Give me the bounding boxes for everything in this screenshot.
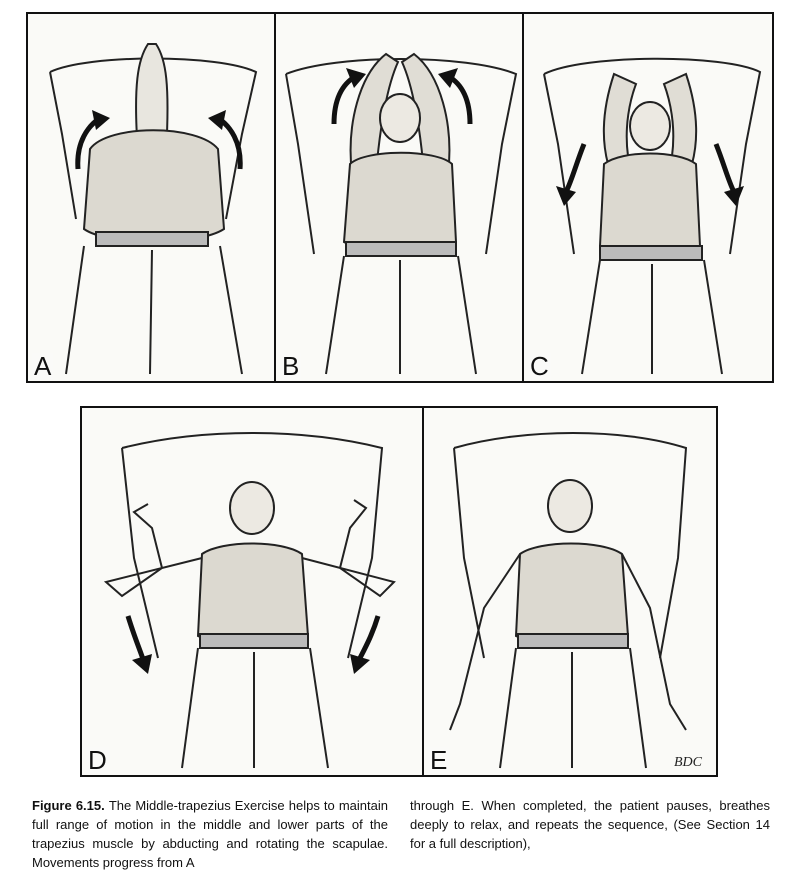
panel-d: [80, 406, 426, 777]
illustration-a: [28, 14, 276, 381]
panel-b: [274, 12, 526, 383]
illustration-b: [276, 14, 524, 381]
figure-label: Figure 6.15.: [32, 798, 105, 813]
panel-label-e: E: [430, 745, 448, 775]
panel-label-b: B: [282, 351, 300, 381]
panel-label-c: C: [530, 351, 549, 381]
illustration-c: [524, 14, 772, 381]
caption-text-right: through E. When completed, the patient pauses, breathes deeply to relax, and repeats the sequence, (See Section 14 for a full description),: [410, 798, 770, 851]
panel-label-a: A: [34, 351, 52, 381]
caption-text-left: The Middle-trapezius Exercise helps to maintain full range of motion in the middle and lower parts of the trapezius muscle by abducting and rotating the scapulae. Movements progress from A: [32, 798, 388, 870]
artist-signature: BDC: [674, 755, 702, 770]
caption-column-right: [410, 796, 770, 853]
illustration-d: [82, 408, 424, 775]
illustration-e: [424, 408, 716, 775]
caption-column-left: [32, 796, 388, 872]
panel-c: [522, 12, 774, 383]
panel-label-d: D: [88, 745, 107, 775]
panel-a: [26, 12, 278, 383]
panel-e: [422, 406, 718, 777]
